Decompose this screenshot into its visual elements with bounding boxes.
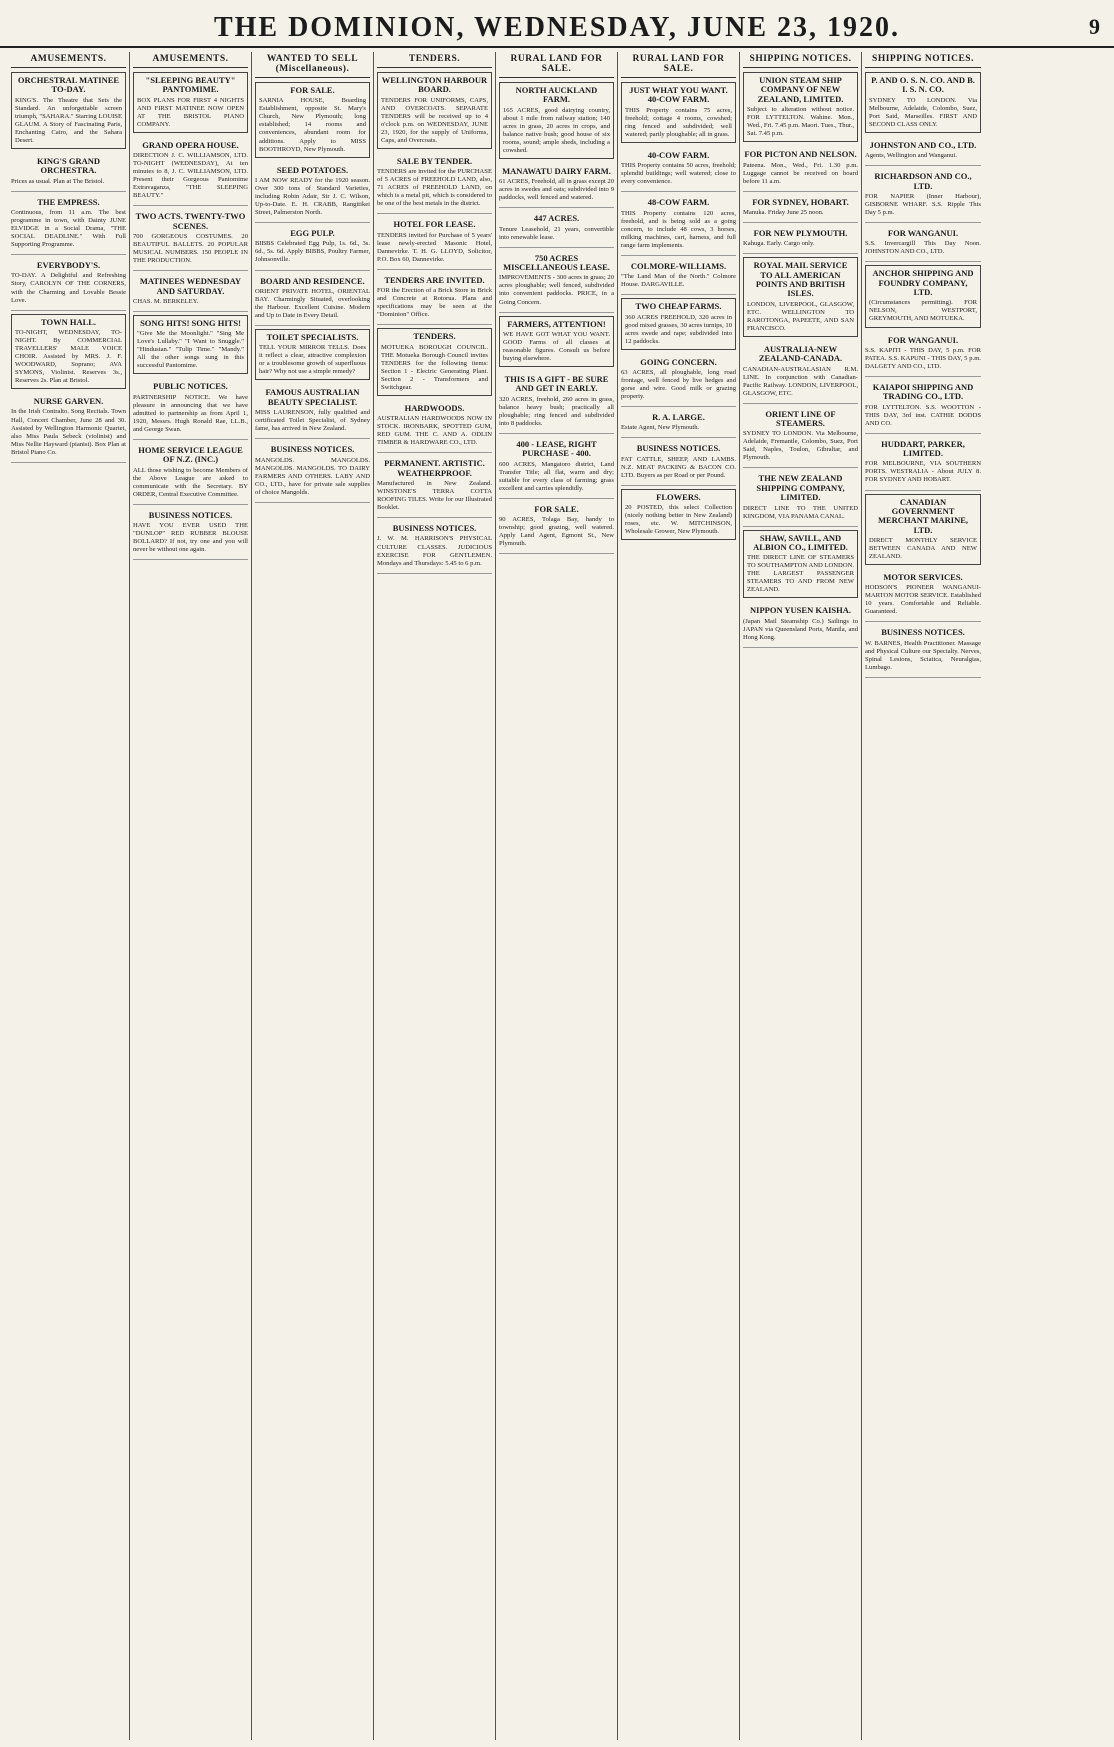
ad-body: TO-NIGHT, WEDNESDAY, TO-NIGHT. By COMMERCIAL TRAVELLERS' MALE VOICE CHOIR. Assisted by MRS. J. F. WOODWARD, Soprano; AVA SYMONS, Violinist. Reserves 3s., Reserves 2s. Plan at Bristol. [15, 328, 122, 385]
ad-heading: FOR SALE. [290, 85, 335, 95]
ad-heading: CANADIAN GOVERNMENT MERCHANT MARINE, LTD. [877, 496, 969, 535]
ad-heading: TOWN HALL. [40, 316, 97, 327]
ad-heading: ORIENT LINE OF STEAMERS. [765, 408, 836, 428]
ad-body: W. BARNES, Health Practitioner. Massage and Physical Culture our Specialty. Nerves, Spinal Lesions, Sciatica, Neuralgias, Lumbago. [865, 639, 981, 671]
ad-body: In the Irish Contralto. Song Recitals. Town Hall, Concert Chamber, June 28 and 30. Assisted by Wellington Harmonic Quartet, also Miss Paula Sebeck (violinist) and Miss Nellie Hayward (pianist). Box Plan at Bristol Piano Co. [11, 408, 126, 456]
advertisement [499, 251, 614, 313]
ad-heading: P. AND O. S. N. CO. AND B. I. S. N. CO. [871, 75, 975, 95]
ad-heading: FARMERS, ATTENTION! [507, 318, 606, 329]
ad-body: TO-DAY. A Delightful and Refreshing Story, CAROLYN OF THE CORNERS, with the Charming and Lovable Bessie Love. [11, 272, 126, 304]
column-6 [618, 52, 740, 1740]
ad-body: PARTNERSHIP NOTICE. We have pleasure in announcing that we have admitted to partnership as from April 1, 1920, Messrs. Hugh Ronald Rae, LL.B., and George Swan. [133, 393, 248, 433]
ad-body: HAVE YOU EVER USED THE "DUNLOP" RED RUBBER BLOUSE BOLLARD? If not, try one and you will never be without one again. [133, 522, 248, 554]
ad-heading: HUDDART, PARKER, LIMITED. [881, 438, 965, 459]
advertisement [133, 315, 248, 375]
ad-heading: PERMANENT. ARTISTIC. WEATHERPROOF. [384, 458, 485, 478]
ad-body: ORIENT PRIVATE HOTEL, ORIENTAL BAY. Charmingly Situated, overlooking the Harbour. Excellent Cuisine. Modern and Up to Date in Every Detail. [255, 287, 370, 319]
ad-heading: 48-COW FARM. [647, 197, 710, 208]
advertisement [499, 211, 614, 247]
ad-heading: AUSTRALIA-NEW ZEALAND-CANADA. [758, 343, 843, 364]
advertisement [865, 72, 981, 133]
column-heading: SHIPPING NOTICES. [743, 52, 858, 68]
ad-heading: FAMOUS AUSTRALIAN BEAUTY SPECIALIST. [265, 387, 360, 407]
ad-heading: FOR NEW PLYMOUTH. [753, 227, 848, 238]
ad-body: S.S. Invercargill This Day Noon. JOHNSTON AND CO., LTD. [865, 240, 981, 256]
ad-body: CHAS. M. BERKELEY. [133, 297, 199, 305]
advertisement [865, 437, 981, 491]
ad-body: THE DIRECT LINE OF STEAMERS TO SOUTHAMPTON AND LONDON. THE LARGEST PASSENGER STEAMERS TO AND FROM NEW ZEALAND. [747, 554, 854, 594]
advertisement [743, 342, 858, 404]
ad-body: BIBBS Celebrated Egg Pulp, 1s. 6d., 3s. 6d., 5s. 6d. Apply BIBBS, Poultry Farmer, Johnsonville. [255, 240, 370, 264]
ad-heading: TWO ACTS. TWENTY-TWO SCENES. [135, 211, 246, 231]
advertisement [11, 154, 126, 192]
advertisement [865, 625, 981, 677]
advertisement [621, 298, 736, 349]
ad-heading: WELLINGTON HARBOUR BOARD. [381, 75, 488, 95]
ad-body: 90 ACRES, Tolaga Bay, handy to township; good grazing, well watered. Apply Land Agent, Egmont St., New Plymouth. [499, 515, 614, 548]
ad-heading: FLOWERS. [656, 491, 701, 502]
advertisement [865, 380, 981, 434]
ad-body: Estate Agent, New Plymouth. [621, 424, 700, 432]
ad-heading: NORTH AUCKLAND FARM. [515, 85, 598, 105]
ad-body: FOR the Erection of a Brick Store in Brick and Concrete at Rotorua. Plans and specifications may be seen at the "Dominion" Office. [377, 287, 492, 319]
advertisement [743, 471, 858, 526]
advertisement [11, 394, 126, 463]
advertisement [743, 407, 858, 469]
advertisement [133, 379, 248, 440]
ad-heading: GOING CONCERN. [640, 356, 717, 367]
ad-heading: GRAND OPERA HOUSE. [142, 139, 239, 150]
ad-heading: 750 ACRES MISCELLANEOUS LEASE. [503, 252, 610, 273]
advertisement [133, 72, 248, 133]
advertisement [499, 437, 614, 499]
ad-heading: ROYAL MAIL SERVICE TO ALL AMERICAN POINTS AND BRITISH ISLES. [753, 260, 848, 299]
ad-body: KING'S. The Theatre that Sets the Standard. An unforgettable screen triumph, "SAHARA." Starring LOUISE GLAUM. A Story of Fascinating Paris, Enchanting Cairo, and the Sahara Desert. [15, 96, 122, 144]
ad-body: WE HAVE GOT WHAT YOU WANT. GOOD Farms of all classes at reasonable figures. Consult us before buying elsewhere. [503, 330, 610, 362]
advertisement [621, 410, 736, 438]
advertisement [621, 82, 736, 143]
advertisement [255, 329, 370, 380]
ad-heading: BUSINESS NOTICES. [636, 443, 721, 454]
column-heading: RURAL LAND FOR SALE. [499, 52, 614, 78]
advertisement [865, 333, 981, 377]
ad-body: Tenure Leasehold, 21 years, convertible into renewable lease. [499, 225, 614, 241]
ad-heading: SHAW, SAVILL, AND ALBION CO., LIMITED. [753, 532, 848, 552]
ad-heading: "SLEEPING BEAUTY" PANTOMIME. [145, 75, 236, 95]
ad-body: SYDNEY TO LONDON. Via Melbourne, Adelaide, Fremantle, Colombo, Suez, Port Said, Naples, Toulon, Gibraltar, and Plymouth. [743, 430, 858, 462]
masthead [0, 10, 1114, 48]
ad-heading: PUBLIC NOTICES. [153, 381, 228, 392]
ad-heading: FOR PICTON AND NELSON. [744, 149, 857, 160]
ad-body: AUSTRALIAN HARDWOODS NOW IN STOCK. IRONBARK, SPOTTED GUM, RED GUM. THE C. AND A. ODLIN TIMBER & HARDWARE CO., LTD. [377, 415, 492, 447]
ad-body: Continuous, from 11 a.m. The best programme in town, with Dainty JUNE ELVIDGE in a Social Drama, "THE SOCIAL DEADLINE." With Full Supporting Programme. [11, 208, 126, 249]
advertisement [865, 494, 981, 565]
ad-body: TENDERS are invited for the PURCHASE of 5 ACRES of FREEHOLD LAND, also, 71 ACRES of FREEHOLD LAND, on which is a metal pit, which is considered to be one of the best metals in the district. [377, 168, 492, 208]
ad-heading: THE EMPRESS. [37, 196, 100, 207]
ad-heading: JOHNSTON AND CO., LTD. [869, 139, 977, 150]
ad-body: MISS LAURENSON, fully qualified and certificated Toilet Specialist, of Sydney fame, has arrived in New Zealand. [255, 409, 370, 433]
advertisement [255, 82, 370, 158]
ad-heading: ORCHESTRAL MATINEE TO-DAY. [17, 75, 120, 95]
advertisement [743, 226, 858, 254]
ad-body: I AM NOW READY for the 1920 season. Over 300 tons of Standard Varieties, including Robin Adair, Sir J. C. Wilson, Up-to-Date. E. H. CRABB, Rangitikei Street, Palmerston North. [255, 176, 370, 217]
advertisement [377, 273, 492, 325]
ad-heading: JUST WHAT YOU WANT. 40-COW FARM. [629, 85, 728, 105]
ad-body: "The Land Man of the North." Colmore House. DARGAVILLE. [621, 273, 736, 289]
advertisement [743, 603, 858, 647]
advertisement [377, 521, 492, 573]
ad-body: CANADIAN-AUSTRALASIAN R.M. LINE. In conjunction with Canadian-Pacific Railway. LONDON, LIVERPOOL, GLASGOW, ETC. [743, 365, 858, 397]
advertisement [133, 274, 248, 312]
column-heading: AMUSEMENTS. [11, 52, 126, 68]
ad-heading: BUSINESS NOTICES. [270, 444, 355, 455]
column-heading: AMUSEMENTS. [133, 52, 248, 68]
ad-heading: RICHARDSON AND CO., LTD. [874, 171, 972, 191]
advertisement [743, 257, 858, 337]
advertisement [133, 209, 248, 271]
ad-heading: FOR WANGANUI. [887, 227, 959, 238]
ad-heading: HOTEL FOR LEASE. [393, 219, 476, 230]
advertisement [133, 443, 248, 505]
advertisement [255, 274, 370, 326]
ad-heading: EGG PULP. [290, 228, 335, 239]
advertisement [865, 226, 981, 262]
advertisement [621, 195, 736, 256]
ad-heading: 447 ACRES. [533, 213, 580, 224]
ad-heading: R. A. LARGE. [652, 412, 705, 423]
advertisement [377, 154, 492, 215]
ad-body: MANGOLDS. MANGOLDS. MANGOLDS. MANGOLDS. TO DAIRY FARMERS AND OTHERS. LABY AND CO., LTD., have for private sale supplies of choice Mangolds. [255, 456, 370, 496]
ad-body: TENDERS FOR UNIFORMS, CAPS, AND OVERCOATS. SEPARATE TENDERS will be received up to 4 o'clock p.m. on WEDNESDAY, JUNE 23, 1920, for the supply of Uniforms, Caps, and Overcoats. [381, 96, 488, 144]
ad-heading: TWO CHEAP FARMS. [635, 301, 722, 312]
advertisement [11, 72, 126, 149]
ad-heading: TOILET SPECIALISTS. [266, 331, 359, 342]
advertisement [743, 530, 858, 599]
ad-body: J. W. M. HARRISON'S PHYSICAL CULTURE CLASSES. JUDICIOUS EXERCISE FOR GENTLEMEN. Mondays and Thursdays: 5.45 to 6 p.m. [377, 535, 492, 567]
advertisement [255, 226, 370, 270]
advertisement [621, 441, 736, 485]
advertisement [743, 195, 858, 223]
ad-heading: UNION STEAM SHIP COMPANY OF NEW ZEALAND, LIMITED. [757, 75, 844, 104]
ad-body: Pateena. Mon., Wed., Fri. 1.30 p.m. Luggage cannot be received on board before 11 a.m. [743, 161, 858, 185]
column-8 [862, 52, 984, 1740]
ad-heading: FOR SALE. [534, 503, 579, 514]
ad-body: LONDON, LIVERPOOL, GLASGOW, ETC. WELLINGTON TO RAROTONGA, PAPEETE, AND SAN FRANCISCO. [747, 300, 854, 332]
ad-heading: HOME SERVICE LEAGUE OF N.Z. (INC.) [138, 444, 243, 465]
ad-heading: BUSINESS NOTICES. [148, 509, 233, 520]
ad-body: DIRECT LINE TO THE UNITED KINGDOM, VIA PANAMA CANAL. [743, 504, 858, 520]
ad-heading: BUSINESS NOTICES. [881, 627, 965, 638]
ad-heading: THIS IS A GIFT - BE SURE AND GET IN EARLY. [504, 374, 609, 394]
ad-body: Manuka. Friday June 25 noon. [743, 208, 824, 216]
ad-heading: 400 - LEASE, RIGHT PURCHASE - 400. [516, 438, 597, 459]
column-3 [252, 52, 374, 1740]
ad-heading: TENDERS. [413, 331, 456, 342]
ad-body: 20 POSTED, this select Collection (nicely nothing better in New Zealand) roses, etc. W. MITCHINSON, Wholesale Grower, New Plymouth. [625, 504, 732, 536]
page-number: 9 [1089, 14, 1100, 39]
ad-heading: SONG HITS! SONG HITS! [140, 317, 241, 328]
ad-body: IMPROVEMENTS - 300 acres in grass; 20 acres ploughable; well fenced, subdivided into convenient paddocks. PRICE, in a Going Concern. [499, 274, 614, 306]
column-heading: TENDERS. [377, 52, 492, 68]
advertisement [499, 372, 614, 434]
advertisement [865, 169, 981, 223]
advertisement [865, 138, 981, 166]
ad-heading: BUSINESS NOTICES. [392, 523, 477, 534]
column-heading: RURAL LAND FOR SALE. [621, 52, 736, 78]
ad-body: BOX PLANS FOR FIRST 4 NIGHTS AND FIRST MATINEE NOW OPEN AT THE BRISTOL PIANO COMPANY. [137, 96, 244, 128]
ad-body: 360 ACRES FREEHOLD, 320 acres in good mixed grasses, 30 acres turnips, 10 acres swede and rape; subdivided into 12 paddocks. [625, 313, 732, 345]
advertisement [377, 401, 492, 453]
advertisement [499, 164, 614, 208]
advertisement [255, 442, 370, 503]
ad-heading: SALE BY TENDER. [396, 155, 473, 166]
ad-body: 61 ACRES, Freehold, all in grass except 20 acres in swedes and oats; subdivided into 9 paddocks, well fenced and watered. [499, 178, 614, 202]
ad-heading: THE NEW ZEALAND SHIPPING COMPANY, LIMITED. [756, 473, 845, 503]
column-grid [8, 52, 1106, 1740]
ad-body: Subject to alteration without notice. FOR LYTTELTON. Wahine. Mon., Wed., Fri. 7.45 p.m. Maori. Tues., Thur., Sat. 7.45 p.m. [747, 106, 854, 138]
advertisement [499, 502, 614, 554]
advertisement [133, 138, 248, 207]
column-1 [8, 52, 130, 1740]
advertisement [621, 355, 736, 407]
ad-body: ALL those wishing to become Members of the Above League are asked to communicate with the Secretary. BY ORDER, Central Executive Committee. [133, 466, 248, 498]
advertisement [377, 72, 492, 149]
ad-heading: MANAWATU DAIRY FARM. [502, 165, 611, 176]
column-5 [496, 52, 618, 1740]
ad-heading: FOR WANGANUI. [887, 334, 959, 345]
ad-heading: 40-COW FARM. [647, 149, 710, 160]
ad-body: (Circumstances permitting). FOR NELSON, WESTPORT, GREYMOUTH, AND MOTUEKA. [869, 299, 977, 323]
ad-body: THIS Property contains 120 acres, freehold, and is being sold as a going concern, to include 48 cows, 3 horses, milking machines, cart, harness, and full range farm implements. [621, 209, 736, 249]
ad-heading: COLMORE-WILLIAMS. [630, 260, 727, 271]
ad-body: SYDNEY TO LONDON. Via Melbourne, Adelaide, Colombo, Suez, Port Said, Marseilles. FIRST AND SECOND CLASS ONLY. [869, 96, 977, 128]
ad-body: Prices as usual. Plan at The Bristol. [11, 177, 105, 185]
advertisement [255, 163, 370, 224]
ad-heading: NIPPON YUSEN KAISHA. [750, 605, 851, 616]
ad-body: "Give Me the Moonlight." "Sing Me Love's Lullaby." "I Want to Snuggle." "Hindustan." "Tulip Time." "Mandy." All the other songs sung in this successful Pantomime. [137, 330, 244, 370]
ad-heading: MOTOR SERVICES. [883, 571, 963, 582]
column-heading: SHIPPING NOTICES. [865, 52, 981, 68]
advertisement [865, 265, 981, 327]
advertisement [621, 259, 736, 295]
ad-heading: EVERYBODY'S. [36, 260, 101, 271]
ad-heading: NURSE GARVEN. [33, 396, 104, 407]
column-4 [374, 52, 496, 1740]
ad-body: DIRECT MONTHLY SERVICE BETWEEN CANADA AND NEW ZEALAND. [869, 536, 977, 560]
ad-heading: ANCHOR SHIPPING AND FOUNDRY COMPANY, LTD. [872, 268, 974, 298]
ad-body: Agents, Wellington and Wanganui. [865, 152, 957, 160]
ad-body: 700 GORGEOUS COSTUMES. 20 BEAUTIFUL BALLETS. 20 POPULAR MUSICAL NUMBERS. 150 PEOPLE IN THE PRODUCTION. [133, 233, 248, 265]
ad-body: SARNIA HOUSE, Boarding Establishment, opposite St. Mary's Church, New Plymouth; long established; 14 rooms and conveniences, abundant room for additions. Apply to MISS BOOTHROYD, New Plymouth. [259, 97, 366, 153]
ad-body: (Japan Mail Steamship Co.) Sailings to JAPAN via Queensland Ports, Manila, and Hong Kong. [743, 617, 858, 641]
advertisement [255, 385, 370, 439]
advertisement [499, 316, 614, 367]
ad-body: DIRECTION J. C. WILLIAMSON, LTD. TO-NIGHT (WEDNESDAY), At ten minutes to 8, J. C. WILLIAMSON, LTD. Present their Gorgeous Pantomime Extravaganza, "THE SLEEPING BEAUTY." [133, 152, 248, 200]
ad-heading: SEED POTATOES. [276, 164, 349, 175]
advertisement [743, 147, 858, 191]
advertisement [499, 82, 614, 159]
ad-body: TELL YOUR MIRROR TELLS. Does it reflect a clear, attractive complexion or a troublesome growth of superfluous hair? Why not use a simple remedy? [259, 344, 366, 376]
ad-body: 600 ACRES, Mangatoro district, Land Transfer Title; all flat, warm and dry; suitable for every class of farming; grass excellent and carries splendidly. [499, 460, 614, 492]
advertisement [621, 148, 736, 192]
advertisement [11, 314, 126, 390]
ad-body: FAT CATTLE, SHEEP, AND LAMBS. N.Z. MEAT PACKING & BACON CO. LTD. Buyers as per Road or per Pound. [621, 455, 736, 479]
ad-heading: BOARD AND RESIDENCE. [260, 275, 365, 286]
advertisement [621, 489, 736, 540]
ad-body: FOR NAPIER (Inner Harbour), GISBORNE WHARF. S.S. Ripple This Day 5 p.m. [865, 192, 981, 216]
advertisement [377, 217, 492, 269]
advertisement [133, 508, 248, 560]
advertisement [377, 328, 492, 396]
ad-body: S.S. KAPITI - THIS DAY, 5 p.m. FOR PATEA. S.S. KAPUNI - THIS DAY, 5 p.m. DALGETY AND CO., LTD. [865, 346, 981, 370]
ad-body: TENDERS invited for Purchase of 5 years' lease newly-erected Masonic Hotel, Dannevirke. T. H. G. LLOYD, Solicitor, P.O. Box 60, Dannevirke. [377, 231, 492, 263]
ad-body: MOTUEKA BOROUGH COUNCIL. THE Motueka Borough Council invites TENDERS for the following items: Section 1 - Electric Generating Plant. Section 2 - Transformers and Switchgear. [381, 343, 488, 391]
advertisement [743, 72, 858, 142]
ad-body: 165 ACRES, good dairying country, about 1 mile from railway station; 140 acres in grass, 20 acres in crops, and balance native bush; good house of six rooms, sound; ample sheds, including a cowshed. [503, 106, 610, 154]
column-7 [740, 52, 862, 1740]
column-heading: WANTED TO SELL (Miscellaneous). [255, 52, 370, 78]
ad-body: 320 ACRES, freehold, 260 acres in grass, balance heavy bush; practically all ploughable; ring fenced and subdivided into 8 paddocks. [499, 395, 614, 427]
advertisement [11, 258, 126, 310]
ad-body: Manufactured in New Zealand. WINSTONE'S TERRA COTTA ROOFING TILES. Write for our Illustrated Booklet. [377, 480, 492, 512]
ad-body: Kahuga. Early. Cargo only. [743, 240, 815, 248]
masthead-title: THE DOMINION, WEDNESDAY, JUNE 23, 1920. [213, 12, 901, 43]
advertisement [865, 570, 981, 622]
ad-heading: MATINEES WEDNESDAY AND SATURDAY. [139, 276, 242, 296]
ad-heading: KAIAPOI SHIPPING AND TRADING CO., LTD. [872, 381, 974, 402]
ad-heading: KING'S GRAND ORCHESTRA. [36, 155, 101, 176]
ad-heading: TENDERS ARE INVITED. [384, 274, 485, 285]
ad-heading: HARDWOODS. [404, 402, 465, 413]
ad-body: FOR LYTTELTON. S.S. WOOTTON - THIS DAY, 3rd inst. CATHIE DODDS AND CO. [865, 403, 981, 427]
advertisement [377, 456, 492, 518]
ad-body: 63 ACRES, all ploughable, long road frontage, well fenced by live hedges and gorse and wire. Good milk or grazing property. [621, 368, 736, 401]
ad-body: THIS Property contains 50 acres, freehold; splendid buildings; well watered; close to every convenience. [621, 162, 736, 186]
ad-body: THIS Property contains 75 acres, freehold; cottage 4 rooms, cowshed; ring fenced and subdivided; well watered; partly ploughable; all in grass. [625, 106, 732, 138]
ad-heading: FOR SYDNEY, HOBART. [752, 196, 849, 207]
ad-body: HODSON'S PIONEER WANGANUI-MARTON MOTOR SERVICE. Established 10 years. Comfortable and Reliable. Guaranteed. [865, 584, 981, 616]
ad-body: FOR MELBOURNE, VIA SOUTHERN PORTS. WESTRALIA - About JULY 8. FOR SYDNEY AND HOBART. [865, 460, 981, 484]
column-2 [130, 52, 252, 1740]
advertisement [11, 195, 126, 256]
